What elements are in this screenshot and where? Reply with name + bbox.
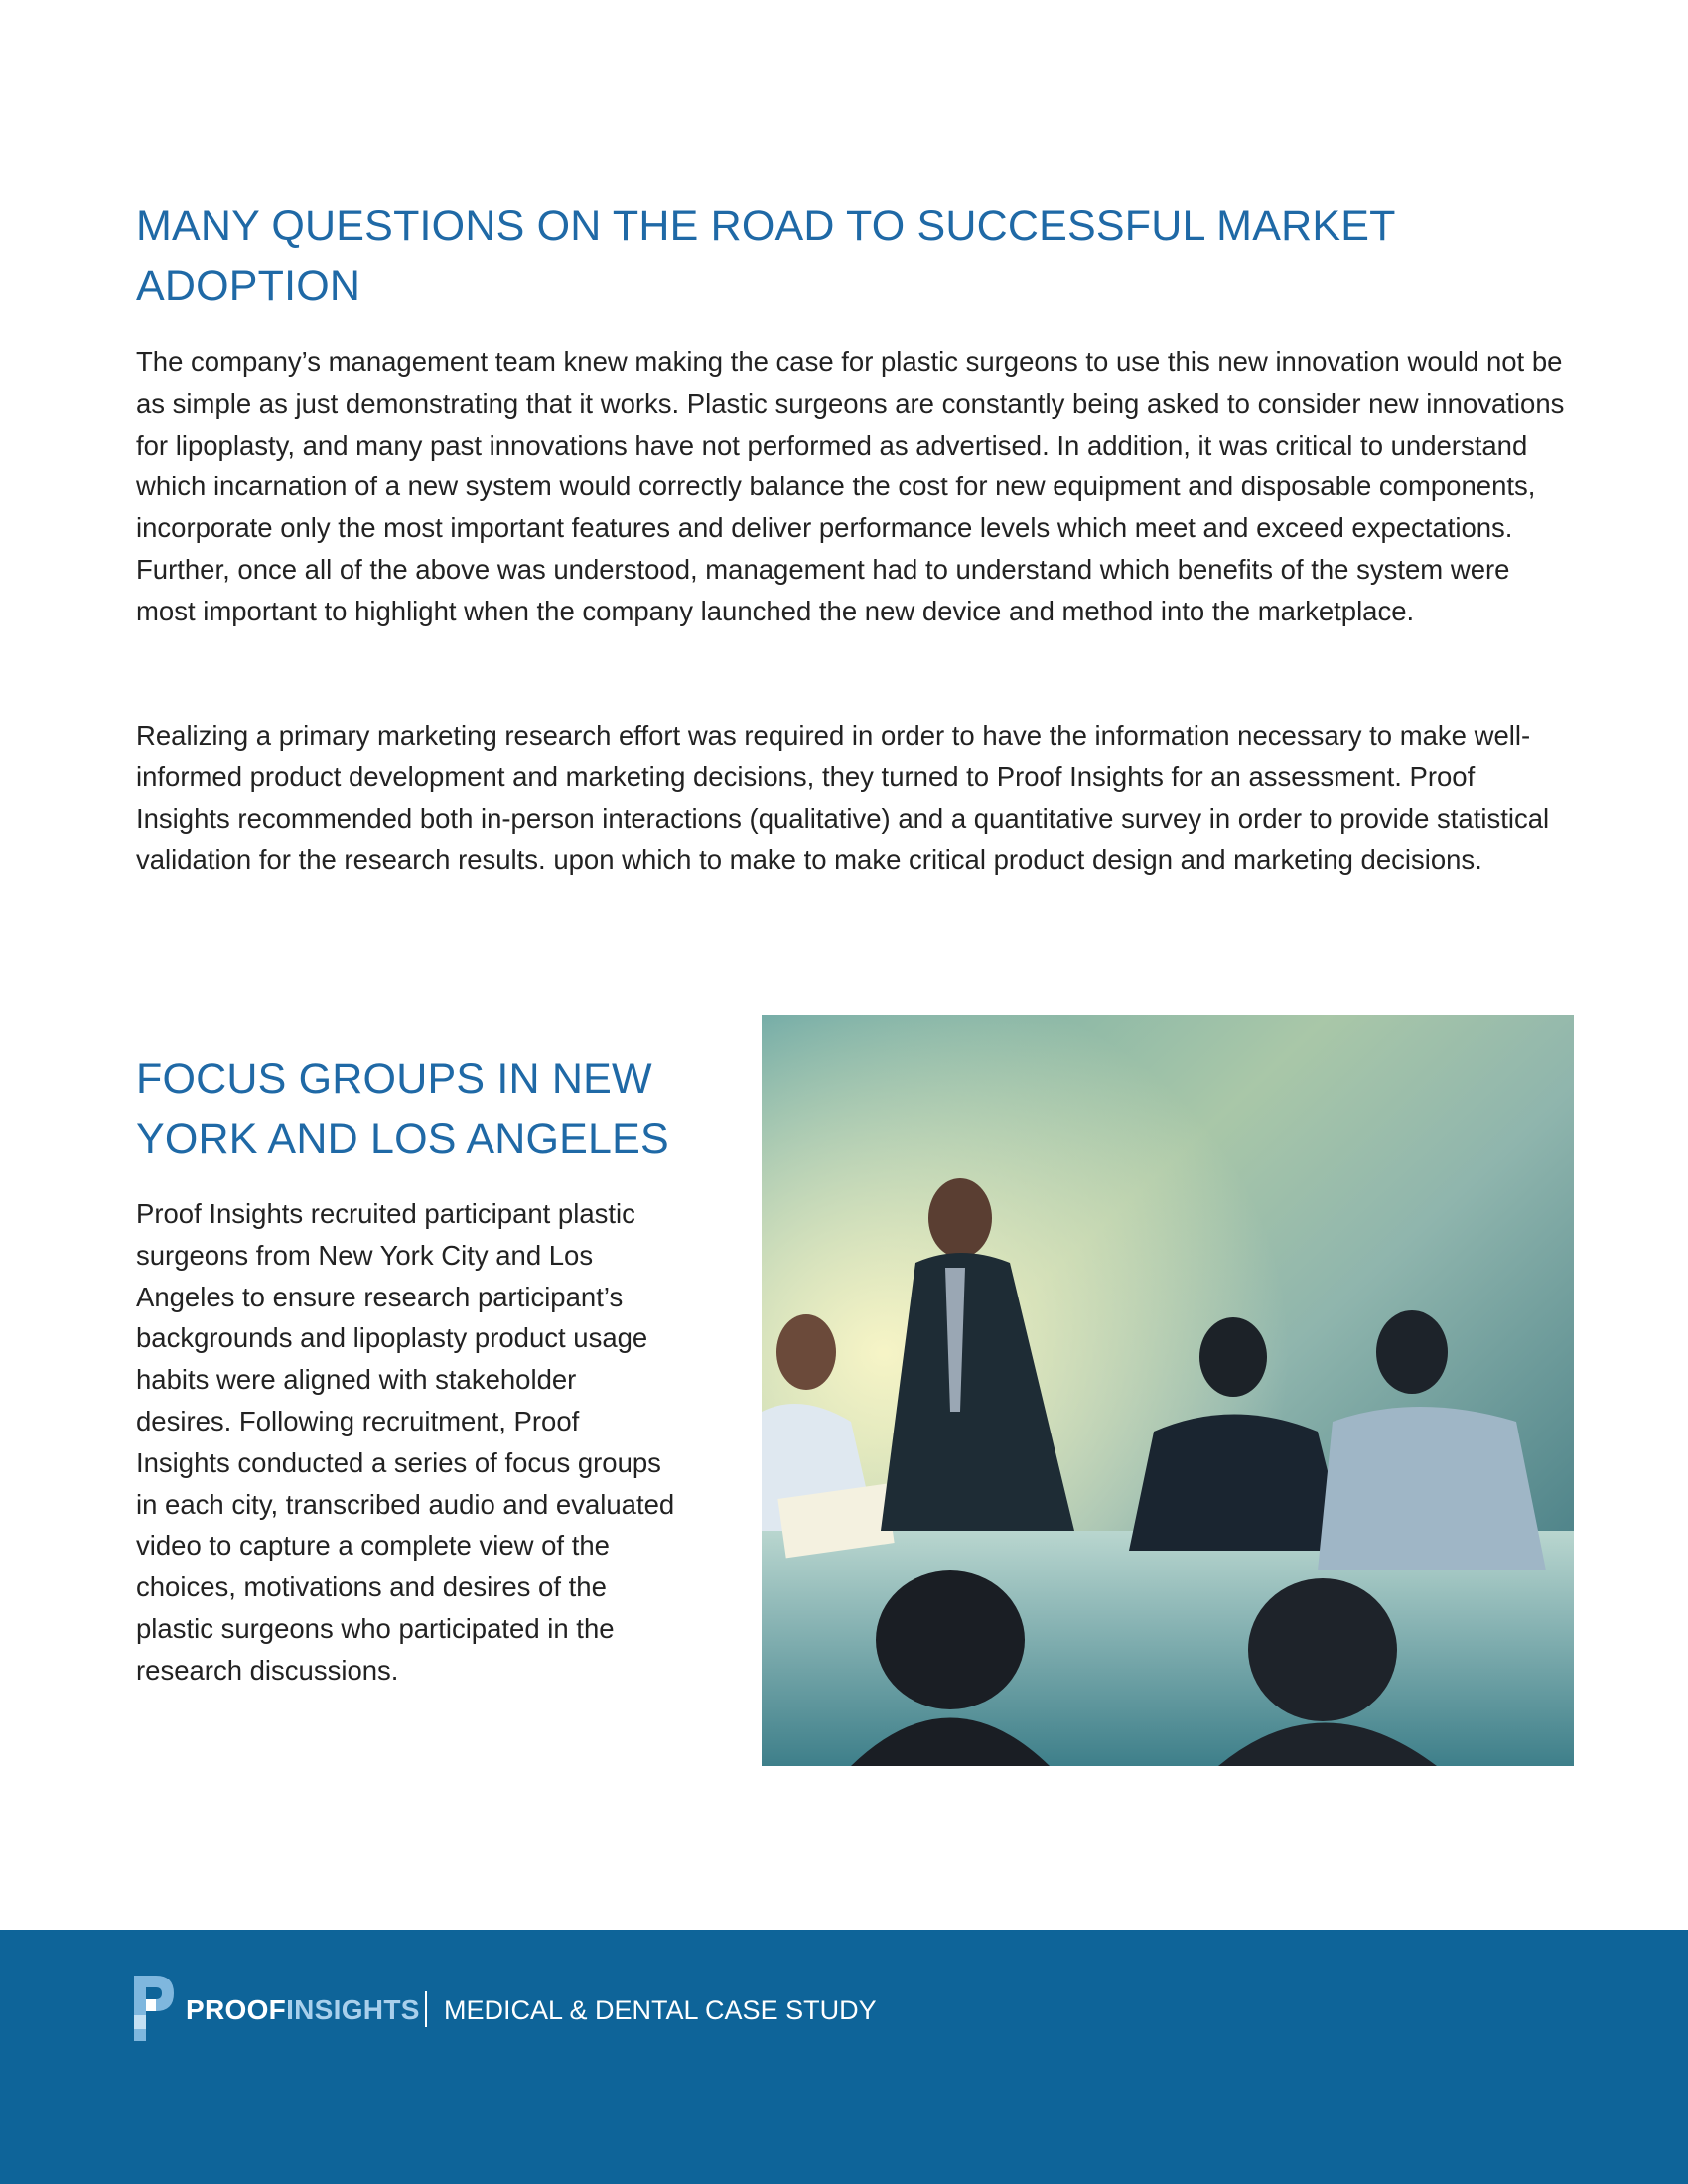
market-adoption-paragraph-1: The company’s management team knew making the case for plastic surgeons to use this new innovation would not be as simple as just demonstrating that it works. Plastic surgeons are constantly being asked to consider new innovations for lipoplasty, and many past innovations have not performed as advertised. In addition, it was critical to understand which incarnation of a new system would correctly balance the cost for new equipment and disposable components, incorporate only the most important features and deliver performance levels which meet and exceed expectations. Further, once all of the above was understood, management had to understand which benefits of the system were most important to highlight when the company launched the new device and method into the marketplace. bbox=[136, 346, 1565, 626]
brand-wordmark bbox=[186, 1994, 420, 2026]
proof-insights-logo-icon bbox=[134, 1976, 174, 2041]
meeting-photo bbox=[762, 1015, 1574, 1766]
footer-band bbox=[0, 1930, 1688, 2184]
footer-divider bbox=[425, 1991, 427, 2027]
section-heading-market-adoption: MANY QUESTIONS ON THE ROAD TO SUCCESSFUL MARKET ADOPTION bbox=[136, 203, 1395, 310]
footer-tagline: MEDICAL & DENTAL CASE STUDY bbox=[444, 1995, 877, 2025]
brand-part-insights: INSIGHTS bbox=[286, 1994, 420, 2025]
section-heading-focus-groups: FOCUS GROUPS IN NEW YORK AND LOS ANGELES bbox=[136, 1055, 669, 1162]
market-adoption-paragraph-2: Realizing a primary marketing research effort was required in order to have the information necessary to make well-informed product development and marketing decisions, they turned to Proof Insights for an assessment. Proof Insights recommended both in-person interactions (qualitative) and a quantitative survey in order to provide statistical validation for the research results. upon which to make to make critical product design and marketing decisions. bbox=[136, 720, 1550, 876]
focus-groups-paragraph: Proof Insights recruited participant plastic surgeons from New York City and Los Angeles to ensure research participant’s backgrounds and lipoplasty product usage habits were aligned with stakeholder desires. Following recruitment, Proof Insights conducted a series of focus groups in each city, transcribed audio and evaluated video to capture a complete view of the choices, motivations and desires of the plastic surgeons who participated in the research discussions. bbox=[136, 1198, 675, 1686]
brand-part-proof: PROOF bbox=[186, 1994, 287, 2025]
